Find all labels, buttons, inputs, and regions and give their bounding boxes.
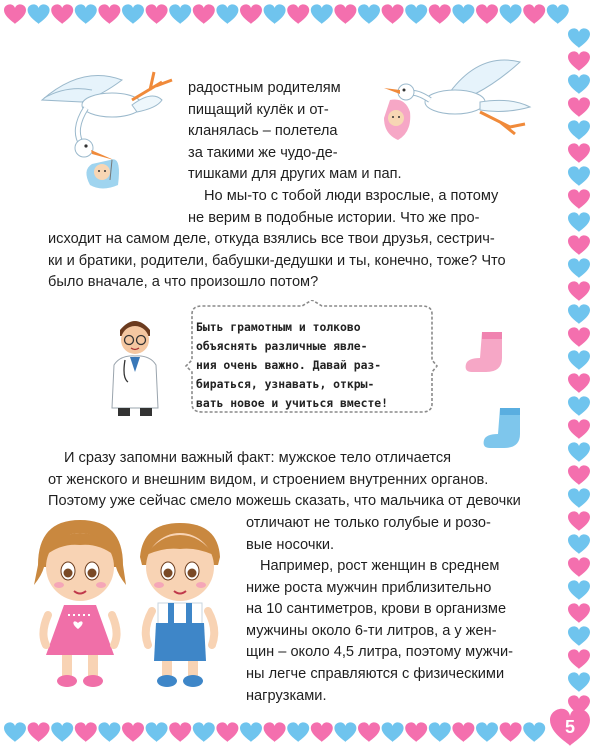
heart-icon xyxy=(193,4,215,24)
heart-icon xyxy=(476,4,498,24)
heart-icon xyxy=(568,235,590,255)
heart-icon xyxy=(193,722,215,742)
heart-icon xyxy=(240,722,262,742)
heart-icon xyxy=(334,722,356,742)
bubble-line: ния очень важно. Давай раз- xyxy=(196,358,382,372)
text-line: радостным родителям xyxy=(188,80,341,96)
text-line: нагрузками. xyxy=(246,687,327,704)
heart-icon xyxy=(287,722,309,742)
stork-left-icon xyxy=(22,60,182,195)
example-paragraph xyxy=(246,556,513,707)
heart-icon xyxy=(568,189,590,209)
heart-icon xyxy=(358,722,380,742)
second-paragraph-continued xyxy=(48,229,506,294)
text-line: щин – около 4,5 литра, поэтому мужчи- xyxy=(246,644,513,661)
text-line: тишками для других мам и пап. xyxy=(188,166,402,183)
children-illustration xyxy=(28,515,238,695)
page-number: 5 xyxy=(564,717,575,737)
heart-icon xyxy=(568,258,590,278)
heart-icon xyxy=(500,722,522,742)
heart-icon xyxy=(122,722,144,742)
fact-paragraph-continued xyxy=(246,513,491,556)
heart-icon xyxy=(568,97,590,117)
bubble-line: Быть грамотным и толково xyxy=(196,320,361,334)
heart-icon xyxy=(429,4,451,24)
stork-right-icon xyxy=(380,52,535,152)
blue-sock-icon xyxy=(478,404,538,452)
heart-icon xyxy=(51,4,73,24)
heart-icon xyxy=(568,465,590,485)
text-line: отличают не только голубые и розо- xyxy=(246,515,491,531)
heart-icon xyxy=(169,722,191,742)
text-line: Например, рост женщин в среднем xyxy=(260,558,500,574)
heart-icon xyxy=(216,722,238,742)
bubble-line: вать новое и учиться вместе! xyxy=(196,396,389,410)
heart-icon xyxy=(568,28,590,48)
heart-icon xyxy=(452,4,474,24)
top-paragraph xyxy=(188,78,402,186)
heart-icon xyxy=(568,649,590,669)
heart-icon xyxy=(476,722,498,742)
heart-icon xyxy=(523,722,545,742)
heart-icon xyxy=(568,304,590,324)
heart-icon xyxy=(568,212,590,232)
heart-icon xyxy=(568,626,590,646)
pink-sock-icon xyxy=(462,328,522,376)
heart-icon xyxy=(568,143,590,163)
doctor-illustration xyxy=(100,310,170,420)
heart-icon xyxy=(334,4,356,24)
heart-icon xyxy=(146,4,168,24)
text-line: было вначале, а что произошло потом? xyxy=(48,274,319,291)
heart-icon xyxy=(169,4,191,24)
heart-icon xyxy=(568,51,590,71)
fact-paragraph xyxy=(0,448,521,513)
heart-icon xyxy=(568,396,590,416)
heart-icon xyxy=(264,722,286,742)
heart-icon xyxy=(568,603,590,623)
text-line: ниже роста мужчин приблизительно xyxy=(246,579,492,596)
heart-icon xyxy=(568,511,590,531)
heart-icon xyxy=(4,4,26,24)
heart-icon xyxy=(568,534,590,554)
heart-icon xyxy=(568,442,590,462)
heart-icon xyxy=(405,722,427,742)
text-line: вые носочки. xyxy=(246,536,335,553)
heart-icon xyxy=(4,722,26,742)
text-line: ки и братики, родители, бабушки-дедушки и ты, конечно, тоже? Что xyxy=(48,252,506,269)
text-line: ны легче справляются с физическими xyxy=(246,665,505,682)
text-line: на 10 сантиметров, крови в организме xyxy=(246,601,507,618)
bubble-line: бираться, узнавать, откры- xyxy=(196,377,375,391)
heart-icon xyxy=(311,722,333,742)
text-line: от женского и внешним видом, и строением внутренних органов. xyxy=(48,471,489,488)
heart-icon xyxy=(429,722,451,742)
heart-icon xyxy=(568,580,590,600)
heart-icon xyxy=(568,120,590,140)
heart-icon xyxy=(568,281,590,301)
girl-figure xyxy=(34,520,126,687)
heart-icon xyxy=(98,722,120,742)
text-line: пищащий кулёк и от- xyxy=(188,101,329,118)
heart-icon xyxy=(568,327,590,347)
heart-icon xyxy=(51,722,73,742)
heart-icon xyxy=(122,4,144,24)
text-line: не верим в подобные истории. Что же про- xyxy=(188,209,480,226)
speech-bubble-text xyxy=(196,318,428,413)
heart-icon xyxy=(264,4,286,24)
heart-icon xyxy=(500,4,522,24)
heart-icon xyxy=(568,557,590,577)
second-paragraph xyxy=(188,186,498,229)
heart-icon xyxy=(382,4,404,24)
heart-icon xyxy=(358,4,380,24)
heart-icon xyxy=(28,722,50,742)
heart-icon xyxy=(311,4,333,24)
heart-icon xyxy=(216,4,238,24)
heart-icon xyxy=(568,74,590,94)
boy-figure xyxy=(140,523,220,687)
heart-icon xyxy=(287,4,309,24)
text-line: мужчины около 6-ти литров, а у жен- xyxy=(246,622,497,639)
text-line: Но мы-то с тобой люди взрослые, а потому xyxy=(204,188,499,204)
heart-icon xyxy=(75,4,97,24)
text-line: исходит на самом деле, откуда взялись все твои друзья, сестрич- xyxy=(48,231,495,247)
heart-icon xyxy=(568,373,590,393)
heart-icon xyxy=(568,488,590,508)
heart-icon xyxy=(146,722,168,742)
heart-icon xyxy=(405,4,427,24)
heart-icon xyxy=(98,4,120,24)
heart-icon xyxy=(568,419,590,439)
heart-icon xyxy=(568,672,590,692)
heart-icon xyxy=(568,350,590,370)
heart-icon xyxy=(28,4,50,24)
heart-icon xyxy=(547,4,569,24)
text-line: за такими же чудо-де- xyxy=(188,144,338,161)
heart-icon xyxy=(452,722,474,742)
bubble-line: объяснять различные явле- xyxy=(196,339,368,353)
top-heart-row xyxy=(4,4,569,24)
text-line: И сразу запомни важный факт: мужское тело отличается xyxy=(64,450,452,466)
heart-icon xyxy=(75,722,97,742)
heart-icon xyxy=(523,4,545,24)
heart-icon xyxy=(568,166,590,186)
text-line: кланялась – полетела xyxy=(188,123,338,140)
right-heart-column xyxy=(568,28,590,715)
heart-icon xyxy=(240,4,262,24)
text-line: Поэтому уже сейчас смело можешь сказать, что мальчика от девочки xyxy=(48,493,521,510)
bottom-heart-row xyxy=(4,722,545,742)
heart-icon xyxy=(382,722,404,742)
